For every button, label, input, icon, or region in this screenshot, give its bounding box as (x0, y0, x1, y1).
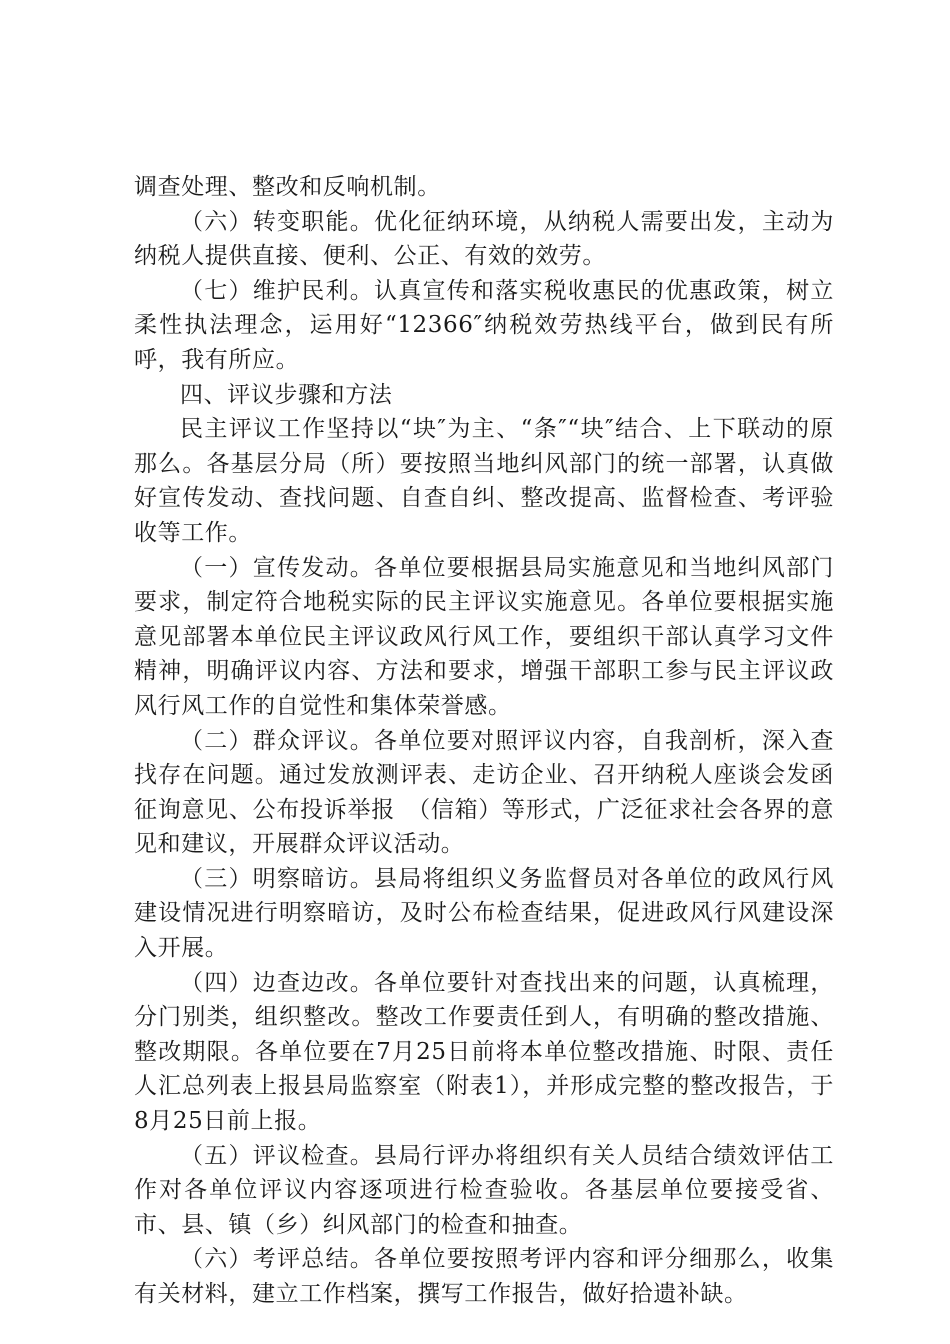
section-heading-steps-and-methods: 四、评议步骤和方法 (180, 381, 393, 408)
paragraph-item-6-transform-functions: （六）转变职能。优化征纳环境，从纳税人需要出发，主动为纳税人提供直接、便利、公正、有效的效劳。 (134, 208, 834, 270)
paragraph-step-5-review-check: （五）评议检查。县局行评办将组织有关人员结合绩效评估工作对各单位评议内容逐项进行检查验收。各基层单位要接受省、市、县、镇（乡）纠风部门的检查和抽查。 (134, 1142, 834, 1238)
paragraph-step-4-rectification: （四）边查边改。各单位要针对查找出来的问题，认真梳理，分门别类，组织整改。整改工作要责任到人，有明确的整改措施、整改期限。各单位要在7月25日前将本单位整改措施、时限、责任人汇总列表上报县局监察室（附表1），并形成完整的整改报告，于8月25日前上报。 (134, 969, 834, 1135)
document-body (134, 170, 834, 1312)
paragraph-step-1-publicity: （一）宣传发动。各单位要根据县局实施意见和当地纠风部门要求，制定符合地税实际的民主评议实施意见。各单位要根据实施意见部署本单位民主评议政风行风工作，要组织干部认真学习文件精神，明确评议内容、方法和要求，增强干部职工参与民主评议政风行风工作的自觉性和集体荣誉感。 (134, 554, 834, 719)
paragraph-item-7-protect-interests: （七）维护民利。认真宣传和落实税收惠民的优惠政策，树立柔性执法理念，运用好“12366″纳税效劳热线平台，做到民有所呼，我有所应。 (134, 277, 834, 373)
paragraph-step-3-inspection: （三）明察暗访。县局将组织义务监督员对各单位的政风行风建设情况进行明察暗访，及时公布检查结果，促进政风行风建设深入开展。 (134, 865, 834, 962)
paragraph-step-2-public-review: （二）群众评议。各单位要对照评议内容，自我剖析，深入查找存在问题。通过发放测评表、走访企业、召开纳税人座谈会发函征询意见、公布投诉举报 （信箱）等形式，广泛征求社会各界的意见和建议，开展群众评议活动。 (134, 727, 834, 858)
paragraph-step-6-summary: （六）考评总结。各单位要按照考评内容和评分细那么，收集有关材料，建立工作档案，撰写工作报告，做好拾遗补缺。 (134, 1246, 834, 1307)
paragraph-section-intro: 民主评议工作坚持以“块″为主、“条″“块″结合、上下联动的原那么。各基层分局（所）要按照当地纠风部门的统一部署，认真做好宣传发动、查找问题、自查自纠、整改提高、监督检查、考评验收等工作。 (134, 416, 834, 546)
paragraph-continuation: 调查处理、整改和反响机制。 (134, 174, 441, 200)
